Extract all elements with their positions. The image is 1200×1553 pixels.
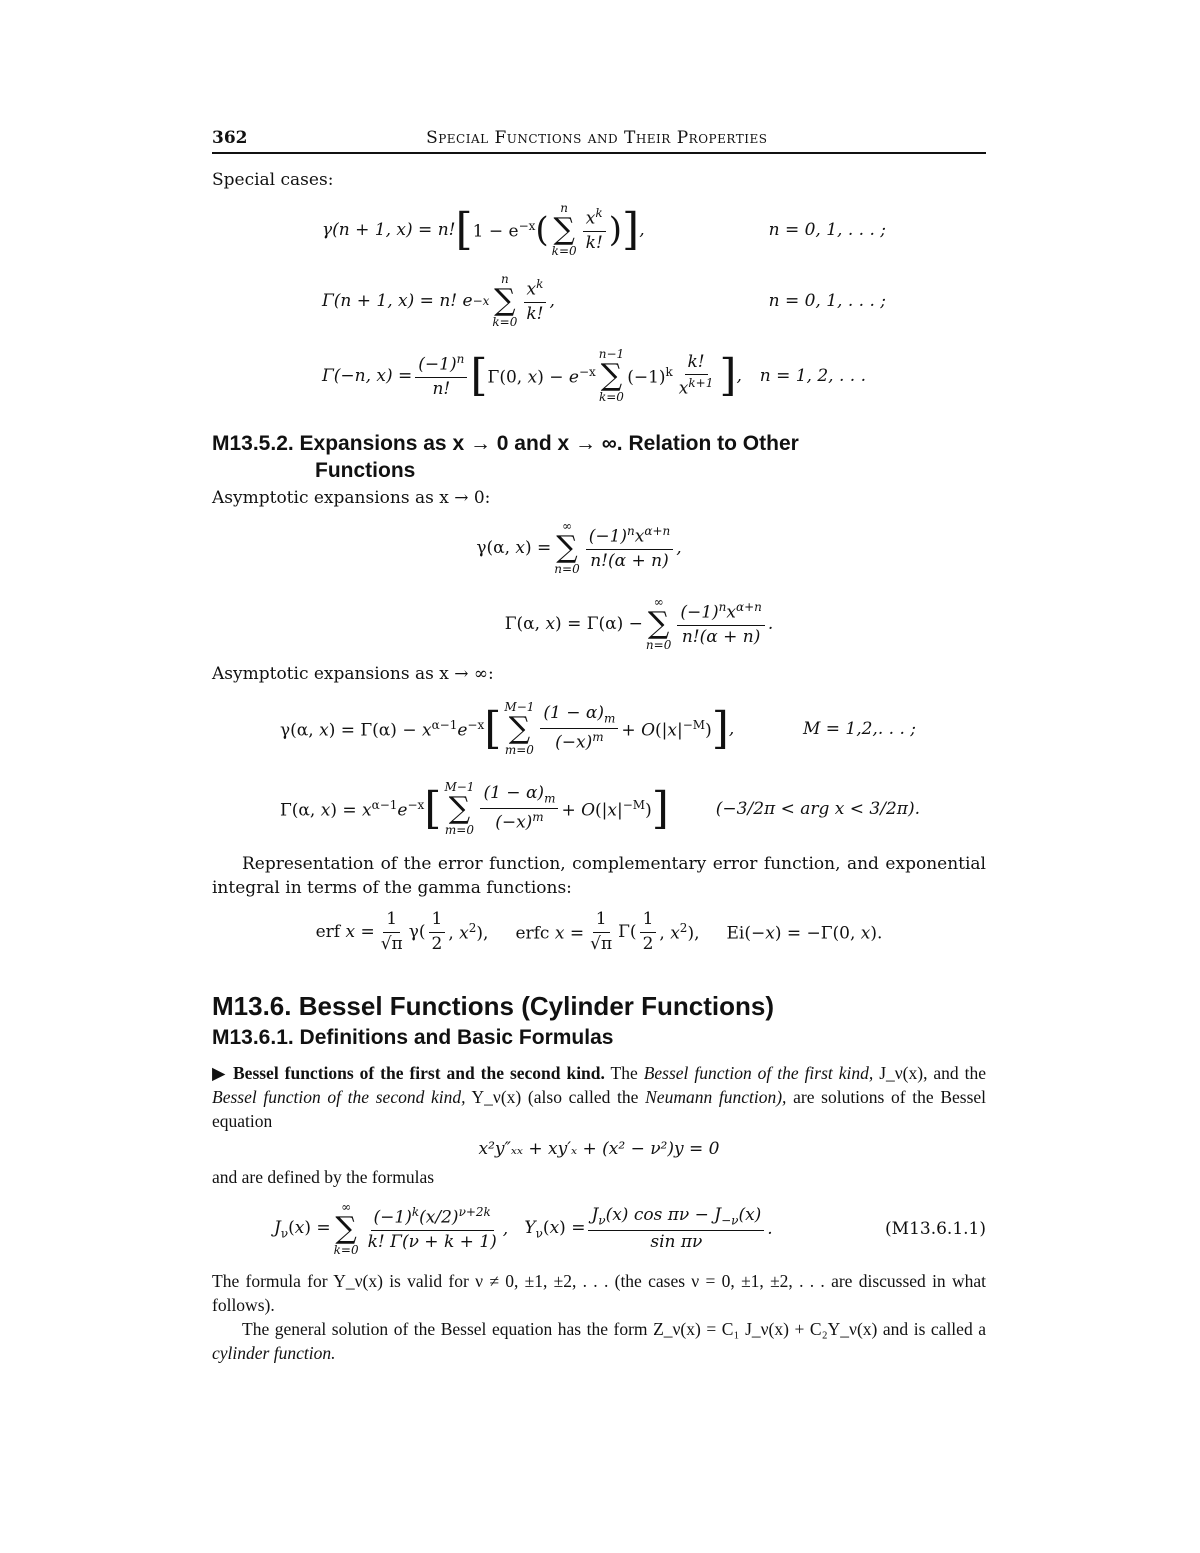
heading-m1361: M13.6.1. Definitions and Basic Formulas: [212, 1026, 614, 1049]
equation-number: (M13.6.1.1): [885, 1219, 986, 1239]
fraction: $\frac{(-1)^nx^{\alpha+n}}{n!(\alpha + n)}$: [586, 525, 674, 572]
bessel-definition-paragraph: [212, 1061, 986, 1133]
bracket: ]: [719, 350, 737, 401]
fraction: $\frac{(-1)^k(x/2)^{\nu+2k}}{k! \Gamma(\nu + k + 1)}$: [367, 1204, 497, 1252]
sum-symbol: n ∑ k=0: [551, 201, 577, 258]
sum-symbol: M−1 ∑ m=0: [444, 780, 475, 837]
defined-by-text: and are defined by the formulas: [212, 1167, 435, 1187]
bracket: ]: [651, 783, 669, 834]
special-case-eq-2: Γ(n + 1, x) = n! e −x n ∑ k=0 $\frac{x^k}{k!}$ , n = 0, 1, . . . ;: [212, 270, 986, 332]
bracket: ]: [622, 204, 640, 255]
eq3-lhs: Γ(−n, x) =: [322, 366, 413, 386]
asyminf-label: Asymptotic expansions as x → ∞:: [212, 664, 494, 684]
running-head: [212, 128, 986, 154]
sum-symbol: ∞ ∑ n=0: [554, 519, 580, 576]
asym0-eq-gamma-upper: Γ(α, x) = Γ(α) − ∞ ∑ n=0 $\frac{(-1)^nx^{\alpha+n}}{n!(\alpha + n)}$ .: [504, 595, 774, 652]
fraction: $\frac{1}{√\pi}$: [590, 908, 613, 954]
paren: (: [535, 210, 549, 250]
fraction: $\frac{(1 - \alpha)_m}{(-x)^m}$: [540, 704, 618, 753]
eq2-lhs: Γ(n + 1, x) = n! e: [322, 291, 473, 311]
cylinder-function-term: cylinder function.: [212, 1343, 336, 1363]
bessel-text: are solutions of the Bessel equation: [212, 1087, 987, 1131]
formula-validity-paragraph: The formula for Y_ν(x) is valid for ν ≠ 0, ±1, ±2, . . . (the cases ν = 0, ±1, ±2, . . . are discussed in what follows).: [212, 1271, 986, 1315]
eq2-condition: n = 0, 1, . . . ;: [768, 291, 886, 311]
heading-m1352-line2: Functions: [315, 459, 416, 482]
bessel-text: The: [610, 1063, 638, 1083]
fraction: $\frac{(-1)^n}{n!}$: [415, 353, 467, 400]
general-solution-text: The general solution of the Bessel equation has the form Z_ν(x) = C₁ J_ν(x) + C₂Y_ν(x) and is called a: [242, 1319, 986, 1339]
bessel-equation: x²y″ₓₓ + xy′ₓ + (x² − ν²)y = 0: [478, 1139, 720, 1159]
eq1-condition: n = 0, 1, . . . ;: [768, 220, 886, 240]
section-heading-m1352: [212, 430, 986, 484]
erf-representation-eq: erf x = $\frac{1}{√\pi}$ γ( $\frac{1}{2}$ , $x^2$), erfc x = $\frac{1}{√\pi}$ Γ( $\frac{1}{2}$ , $x^2$), Ei(−x) = −Γ(0, x).: [315, 908, 883, 954]
asyminf-eq-gamma-upper: Γ(α, $x) = x^{\alpha-1}e^{-x}$ [ M−1 ∑ m=0 $\frac{(1 - \alpha)_m}{(-x)^m}$ + $O(|x|^{-M})$ ] (−3/2π < arg x < 3/2π).: [212, 772, 986, 846]
sum-symbol: M−1 ∑ m=0: [504, 700, 535, 757]
eq3-condition: n = 1, 2, . . .: [759, 366, 866, 386]
bessel-first-kind: Bessel function of the first kind,: [643, 1063, 874, 1083]
bracket: [: [484, 703, 502, 754]
bracket: [: [470, 350, 488, 401]
sum-symbol: n−1 ∑ k=0: [598, 347, 625, 404]
fraction: $\frac{k!}{x^{k+1}}$: [678, 351, 714, 399]
general-solution-paragraph: [212, 1317, 986, 1365]
representation-paragraph: Representation of the error function, complementary error function, and exponential integral in terms of the gamma functions:: [212, 854, 986, 898]
neumann-function: Neumann function),: [645, 1087, 787, 1107]
fraction: $\frac{(-1)^nx^{\alpha+n}}{n!(\alpha + n)}$: [677, 601, 765, 648]
asyminf-condition-2: (−3/2π < arg x < 3/2π).: [715, 799, 920, 819]
section-m136: [212, 990, 986, 1051]
bracket: [: [424, 783, 442, 834]
bessel-second-kind: Bessel function of the second kind,: [212, 1087, 466, 1107]
fraction: $\frac{x^k}{k!}$: [523, 278, 546, 325]
special-case-eq-3: Γ(−n, x) = $\frac{(-1)^n}{n!}$ [ Γ(0, $x) - e^{-x}$ n−1 ∑ k=0 $(-1)^k$ $\frac{k!}{x^{k+1}}$ ] , n = 1, 2, . . .: [212, 344, 986, 408]
bessel-lead: Bessel functions of the first and the second kind.: [233, 1063, 605, 1083]
bessel-text: J_ν(x), and the: [879, 1063, 986, 1083]
fraction: $\frac{J_\nu(x) \cos \pi\nu - J_{-\nu}(x)}{\text{sin πν}}$: [588, 1206, 764, 1253]
fraction: $\frac{1}{√\pi}$: [380, 908, 403, 954]
heading-m136: M13.6. Bessel Functions (Cylinder Functions): [212, 991, 774, 1021]
eq-text: $1 - e^{-x}$: [472, 218, 536, 242]
fraction: $\frac{x^k}{k!}$: [583, 207, 606, 254]
eq1-lhs: γ(n + 1, x) = n!: [322, 220, 456, 240]
special-cases-label: Special cases:: [212, 170, 334, 190]
bracket: ]: [711, 703, 729, 754]
triangle-bullet-icon: ▶: [212, 1063, 228, 1083]
sum-symbol: n ∑ k=0: [492, 272, 518, 329]
heading-m1352-line1: M13.5.2. Expansions as x → 0 and x → ∞. Relation to Other: [212, 432, 799, 455]
page: [212, 128, 986, 1365]
fraction: $\frac{1}{2}$: [640, 910, 657, 954]
asym0-eq-gamma-lower: γ(α, x) = ∞ ∑ n=0 $\frac{(-1)^nx^{\alpha+n}}{n!(\alpha + n)}$ ,: [476, 519, 682, 576]
sum-symbol: ∞ ∑ k=0: [333, 1200, 359, 1257]
running-title: Special Functions and Their Properties: [426, 128, 768, 148]
bessel-text: Y_ν(x) (also called the: [471, 1087, 639, 1107]
bracket: [: [455, 204, 473, 255]
bessel-formulas-eq: $J_\nu(x)$ = ∞ ∑ k=0 $\frac{(-1)^k(x/2)^{\nu+2k}}{k! \Gamma(\nu + k + 1)}$ , $Y_\nu(x)$ = $\frac{J_\nu(x) \cos \pi\nu - J_{-\nu}(x)}{\text{sin πν}}$ . (M13.6.1.1): [274, 1200, 986, 1257]
asyminf-condition-1: M = 1,2,. . . ;: [802, 719, 916, 739]
asym0-label: Asymptotic expansions as x → 0:: [212, 488, 491, 508]
fraction: $\frac{1}{2}$: [429, 910, 446, 954]
paren: ): [608, 210, 623, 250]
sum-symbol: ∞ ∑ n=0: [645, 595, 672, 652]
page-number: 362: [212, 128, 248, 148]
asyminf-eq-gamma-lower: γ(α, $x) = \Gamma(\alpha) - x^{\alpha-1}e^{-x}$ [ M−1 ∑ m=0 $\frac{(1 - \alpha)_m}{(-x)^m}$ + $O(|x|^{-M})$ ] , M = 1,2,. . . ;: [212, 692, 986, 766]
fraction: $\frac{(1 - \alpha)_m}{(-x)^m}$: [480, 784, 558, 833]
special-case-eq-1: γ(n + 1, x) = n! [ $1 - e^{-x}$ ( n ∑ k=0 $\frac{x^k}{k!}$ ) ] , n = 0, 1, . . . ;: [212, 200, 986, 260]
